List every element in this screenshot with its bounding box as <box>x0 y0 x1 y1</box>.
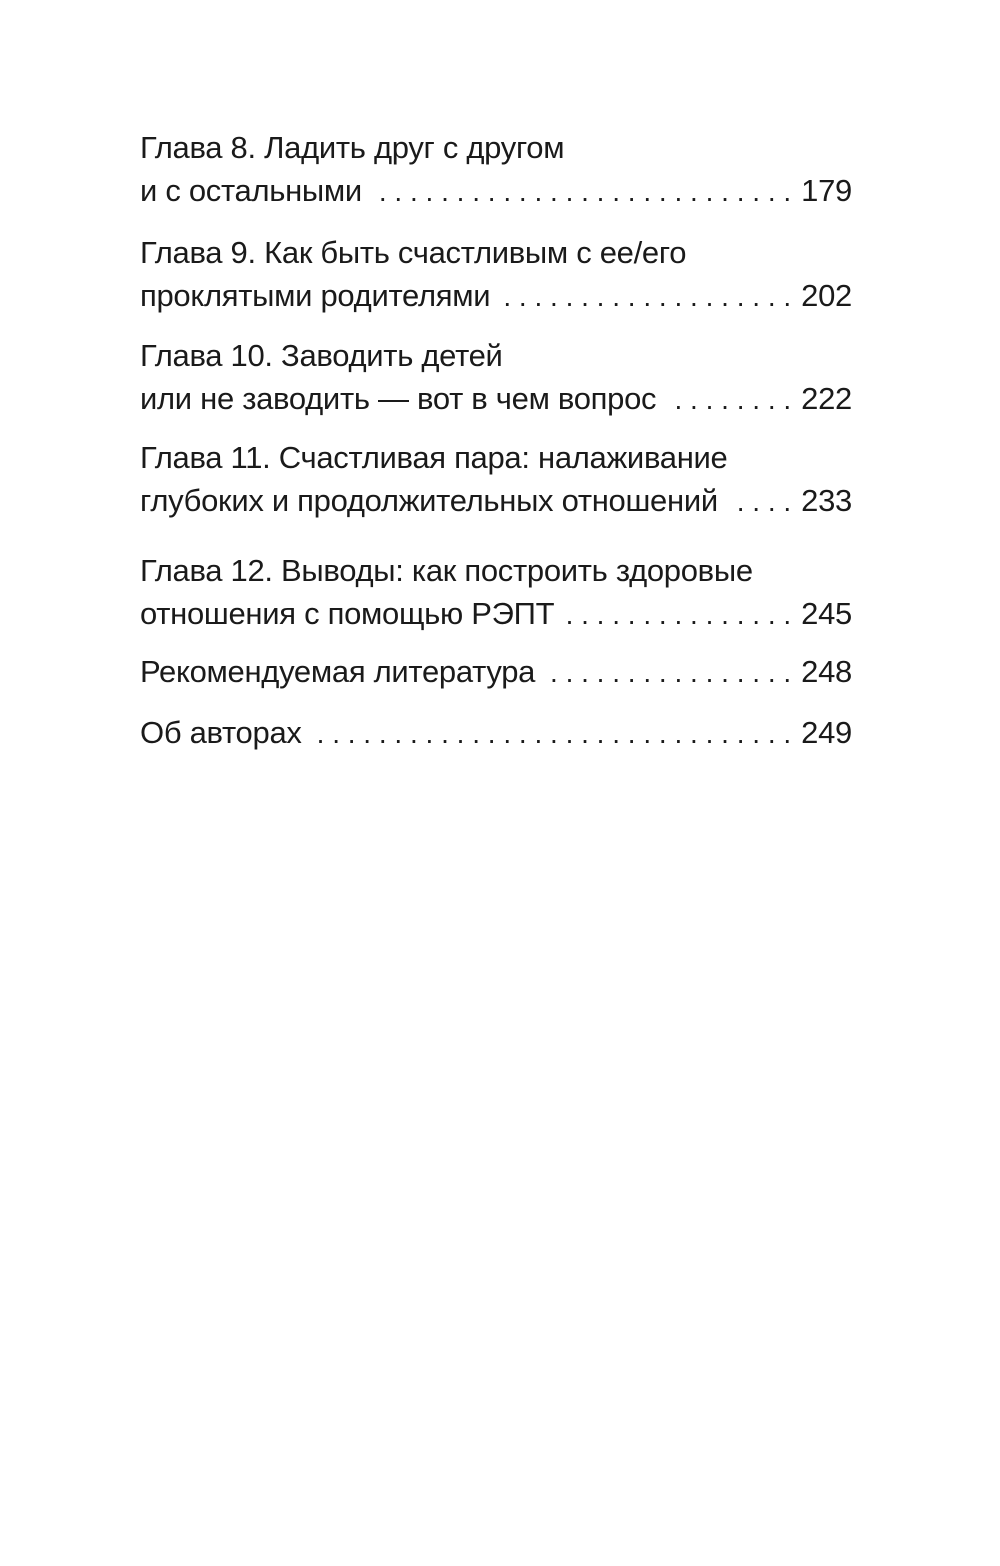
toc-page-number: 179 <box>801 173 852 208</box>
dot-leader <box>312 712 792 755</box>
toc-entry-title-line: Глава 11. Счастливая пара: налаживание <box>140 440 728 475</box>
toc-entry-title-line: или не заводить — вот в чем вопрос <box>140 381 657 416</box>
toc-entry-title-line: Глава 12. Выводы: как построить здоровые <box>140 553 753 588</box>
toc-entry-chapter-11[interactable] <box>140 436 852 523</box>
toc-entry-about-authors[interactable] <box>140 711 852 755</box>
toc-page-number: 249 <box>801 715 852 750</box>
toc-entry-chapter-8[interactable] <box>140 126 852 213</box>
toc-entry-title-line: глубоких и продолжительных отношений <box>140 483 718 518</box>
toc-entry-title-line: Глава 10. Заводить детей <box>140 338 503 373</box>
toc-entry-title-line: Рекомендуемая литература <box>140 654 536 689</box>
dot-leader <box>728 480 791 523</box>
toc-page-number: 233 <box>801 483 852 518</box>
toc-entry-title-line: отношения с помощью РЭПТ <box>140 596 555 631</box>
toc-page-number: 248 <box>801 654 852 689</box>
dot-leader <box>564 593 791 636</box>
toc-entry-chapter-12[interactable] <box>140 549 852 636</box>
toc-entry-title-line: и с остальными <box>140 173 362 208</box>
toc-entry-title-line: проклятыми родителями <box>140 278 491 313</box>
toc-page-number: 245 <box>801 596 852 631</box>
toc-entry-title-line: Глава 8. Ладить друг с другом <box>140 130 565 165</box>
dot-leader <box>666 378 791 421</box>
dot-leader <box>372 170 791 213</box>
dot-leader <box>545 651 791 694</box>
toc-entry-chapter-10[interactable] <box>140 334 852 421</box>
toc-entry-chapter-9[interactable] <box>140 231 852 318</box>
toc-entry-title-line: Об авторах <box>140 715 302 750</box>
dot-leader <box>500 275 791 318</box>
toc-page-number: 222 <box>801 381 852 416</box>
toc-entry-title-line: Глава 9. Как быть счастливым с ее/его <box>140 235 687 270</box>
toc-page-number: 202 <box>801 278 852 313</box>
toc-entry-recommended-literature[interactable] <box>140 650 852 694</box>
